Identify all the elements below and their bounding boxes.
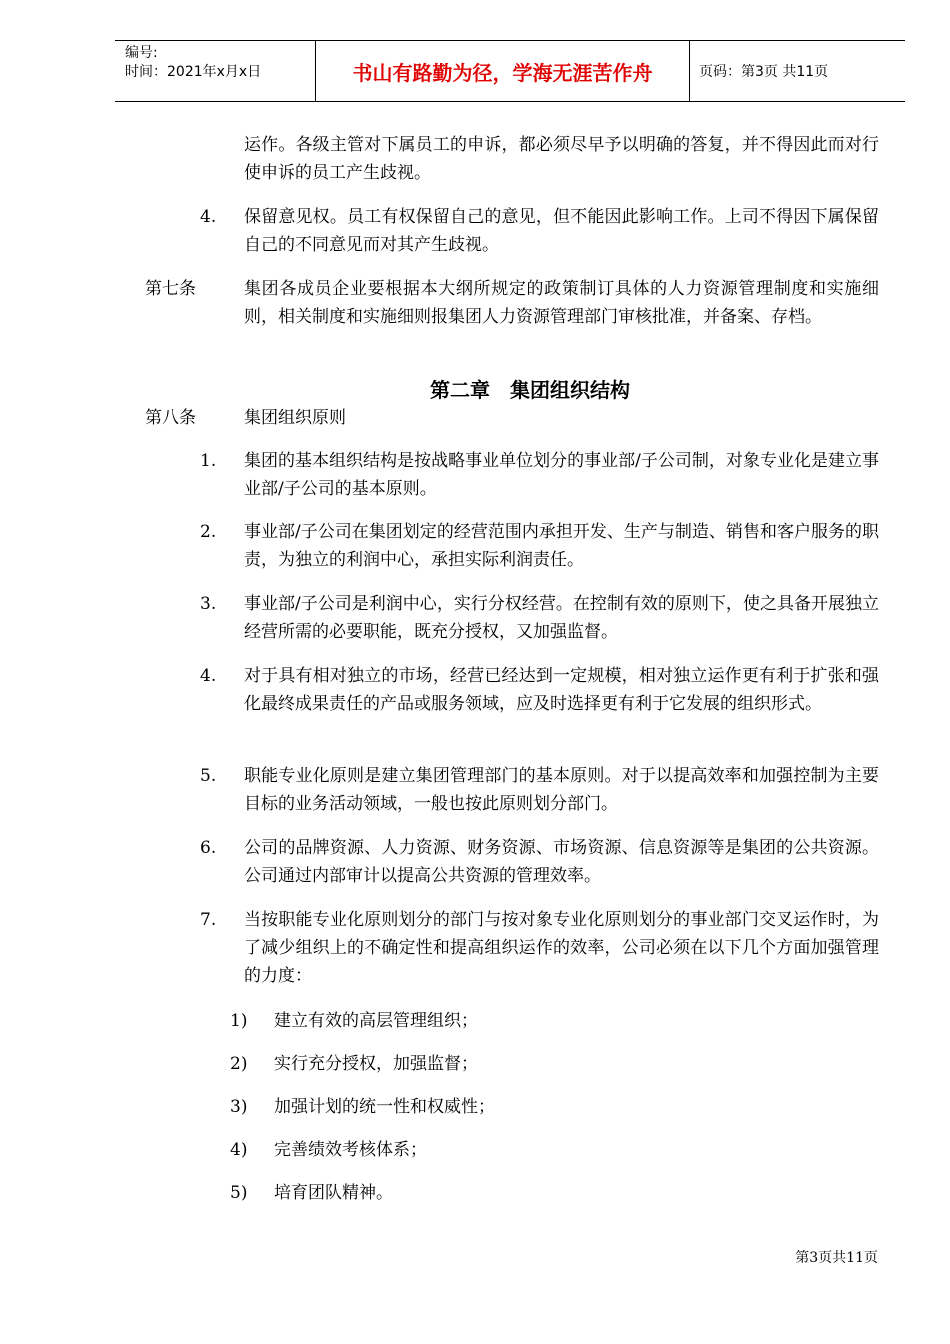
article-8-label: 第八条 xyxy=(145,408,196,428)
continuation-paragraph: 运作。各级主管对下属员工的申诉，都必须尽早予以明确的答复，并不得因此而对行使申诉的员工产生歧视。 xyxy=(244,135,879,183)
sublist-item-text: 培育团队精神。 xyxy=(274,1183,393,1203)
header-meta-cell xyxy=(115,41,316,101)
list-item-text: 公司的品牌资源、人力资源、财务资源、市场资源、信息资源等是集团的公共资源。公司通过内部审计以提高公共资源的管理效率。 xyxy=(244,838,879,886)
sublist-item-text: 完善绩效考核体系； xyxy=(274,1140,427,1160)
sublist-number: 1) xyxy=(230,1011,248,1031)
list-item-text: 事业部/子公司是利润中心，实行分权经营。在控制有效的原则下，使之具备开展独立经营所需的必要职能，既充分授权，又加强监督。 xyxy=(244,594,879,642)
list-item-text: 职能专业化原则是建立集团管理部门的基本原则。对于以提高效率和加强控制为主要目标的业务活动领域，一般也按此原则划分部门。 xyxy=(244,766,879,814)
serial-label: 编号: xyxy=(125,45,158,61)
article-7-label: 第七条 xyxy=(145,279,196,299)
list-item-text: 事业部/子公司在集团划定的经营范围内承担开发、生产与制造、销售和客户服务的职责，为独立的利润中心，承担实际利润责任。 xyxy=(244,522,879,570)
list-number: 5. xyxy=(200,766,217,786)
time-label: 时间：2021年x月x日 xyxy=(125,64,262,80)
list-number: 3. xyxy=(200,594,217,614)
list-item-text: 保留意见权。员工有权保留自己的意见，但不能因此影响工作。上司不得因下属保留自己的不同意见而对其产生歧视。 xyxy=(244,207,879,255)
sublist-item-text: 建立有效的高层管理组织； xyxy=(274,1011,478,1031)
list-number: 4. xyxy=(200,207,217,227)
page-footer: 第3页共11页 xyxy=(795,1250,878,1266)
list-number: 1. xyxy=(200,451,217,471)
list-item-text: 集团的基本组织结构是按战略事业单位划分的事业部/子公司制，对象专业化是建立事业部/子公司的基本原则。 xyxy=(244,451,879,499)
sublist-item-text: 实行充分授权，加强监督； xyxy=(274,1054,478,1074)
list-number: 6. xyxy=(200,838,217,858)
page-header xyxy=(115,40,905,102)
list-item-text: 当按职能专业化原则划分的部门与按对象专业化原则划分的事业部门交叉运作时，为了减少组织上的不确定性和提高组织运作的效率，公司必须在以下几个方面加强管理的力度： xyxy=(244,910,879,986)
chapter-title: 第二章 集团组织结构 xyxy=(430,378,630,402)
sublist-number: 2) xyxy=(230,1054,248,1074)
sublist-number: 4) xyxy=(230,1140,248,1160)
list-item-text: 对于具有相对独立的市场，经营已经达到一定规模，相对独立运作更有利于扩张和强化最终成果责任的产品或服务领域，应及时选择更有利于它发展的组织形式。 xyxy=(244,666,879,714)
article-8-title: 集团组织原则 xyxy=(244,408,346,428)
list-number: 4. xyxy=(200,666,217,686)
list-number: 2. xyxy=(200,522,217,542)
list-number: 7. xyxy=(200,910,217,930)
article-7-text: 集团各成员企业要根据本大纲所规定的政策制订具体的人力资源管理制度和实施细则，相关制度和实施细则报集团人力资源管理部门审核批准，并备案、存档。 xyxy=(244,279,879,327)
sublist-number: 3) xyxy=(230,1097,248,1117)
sublist-number: 5) xyxy=(230,1183,248,1203)
header-page-label: 页码：第3页 共11页 xyxy=(699,64,829,80)
header-motto: 书山有路勤为径，学海无涯苦作舟 xyxy=(316,41,690,101)
sublist-item-text: 加强计划的统一性和权威性； xyxy=(274,1097,495,1117)
